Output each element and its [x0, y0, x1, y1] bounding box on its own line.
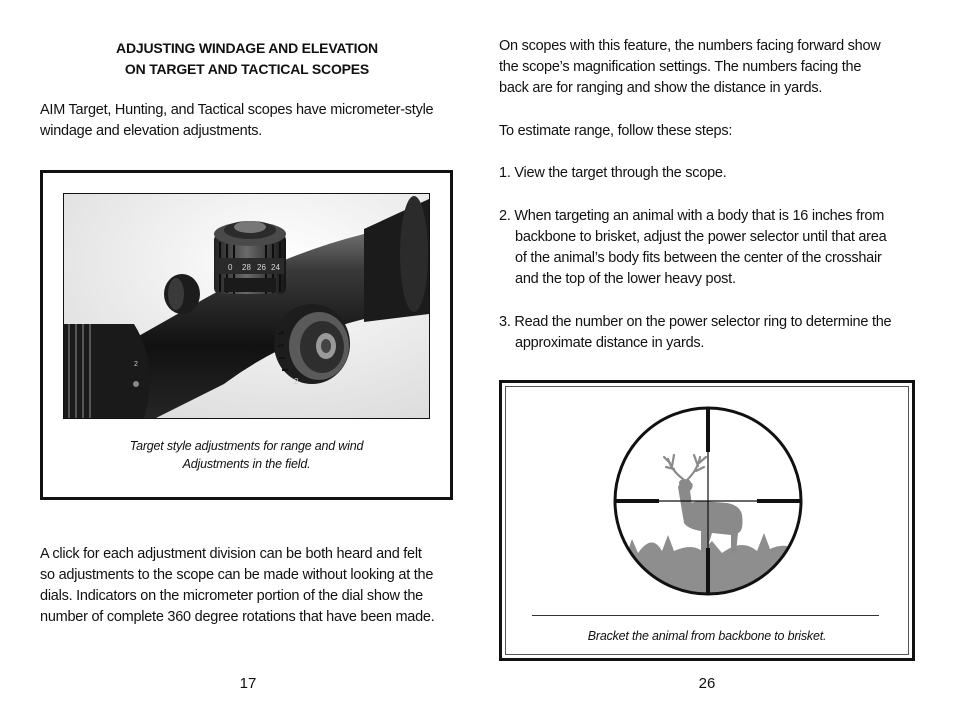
- text-line: backbone to brisket, adjust the power selector until that area: [515, 229, 887, 245]
- dial-mark: 0: [228, 263, 233, 272]
- click-paragraph: [40, 544, 460, 628]
- text-line: and the top of the lower heavy post.: [515, 271, 736, 287]
- step-1: 1. View the target through the scope.: [499, 165, 727, 181]
- scope-figure: [40, 170, 453, 500]
- text-line: AIM Target, Hunting, and Tactical scopes have micrometer-style: [40, 102, 434, 118]
- text-line: of the animal’s body fits between the center of the crosshair: [515, 250, 882, 266]
- heading-line-2: ON TARGET AND TACTICAL SCOPES: [124, 61, 370, 77]
- estimate-intro: To estimate range, follow these steps:: [499, 123, 733, 139]
- text-line: back are for ranging and show the distance in yards.: [499, 80, 823, 96]
- reticle-illustration: [502, 383, 912, 658]
- caption-line-2: Adjustments in the field.: [182, 457, 311, 471]
- heading-line-1: ADJUSTING WINDAGE AND ELEVATION: [116, 40, 378, 56]
- text-line: approximate distance in yards.: [515, 335, 705, 351]
- text-line: A click for each adjustment division can be both heard and felt: [40, 546, 422, 562]
- section-heading: [40, 38, 454, 80]
- intro-paragraph: [40, 100, 460, 142]
- text-line: so adjustments to the scope can be made without looking at the: [40, 567, 434, 583]
- reticle-figure: [499, 380, 915, 661]
- scope-illustration: [64, 194, 429, 418]
- text-line: windage and elevation adjustments.: [40, 123, 263, 139]
- dial-mark: 28: [242, 263, 251, 272]
- step-3: [499, 312, 939, 354]
- text-line: 3. Read the number on the power selector ring to determine the: [499, 314, 892, 330]
- scope-photo: [63, 193, 430, 419]
- dial-mark: 24: [271, 263, 280, 272]
- page-number: 17: [239, 675, 257, 692]
- caption-rule: [532, 615, 879, 616]
- dial-mark: 26: [257, 263, 266, 272]
- text-line: On scopes with this feature, the numbers facing forward show: [499, 38, 881, 54]
- feature-paragraph: [499, 36, 939, 99]
- caption-line-1: Target style adjustments for range and wind: [129, 439, 364, 453]
- figure-caption: [43, 437, 450, 473]
- page-number: 26: [698, 675, 716, 692]
- dial-mark: 2: [294, 377, 299, 386]
- svg-text:2: 2: [134, 361, 138, 368]
- right-page: [477, 0, 954, 716]
- text-line: number of complete 360 degree rotations that have been made.: [40, 609, 435, 625]
- text-line: dials. Indicators on the micrometer portion of the dial show the: [40, 588, 423, 604]
- figure-caption: Bracket the animal from backbone to brisket.: [587, 629, 827, 643]
- text-line: 2. When targeting an animal with a body that is 16 inches from: [499, 208, 885, 224]
- step-2: [499, 206, 939, 290]
- text-line: the scope’s magnification settings. The numbers facing the: [499, 59, 862, 75]
